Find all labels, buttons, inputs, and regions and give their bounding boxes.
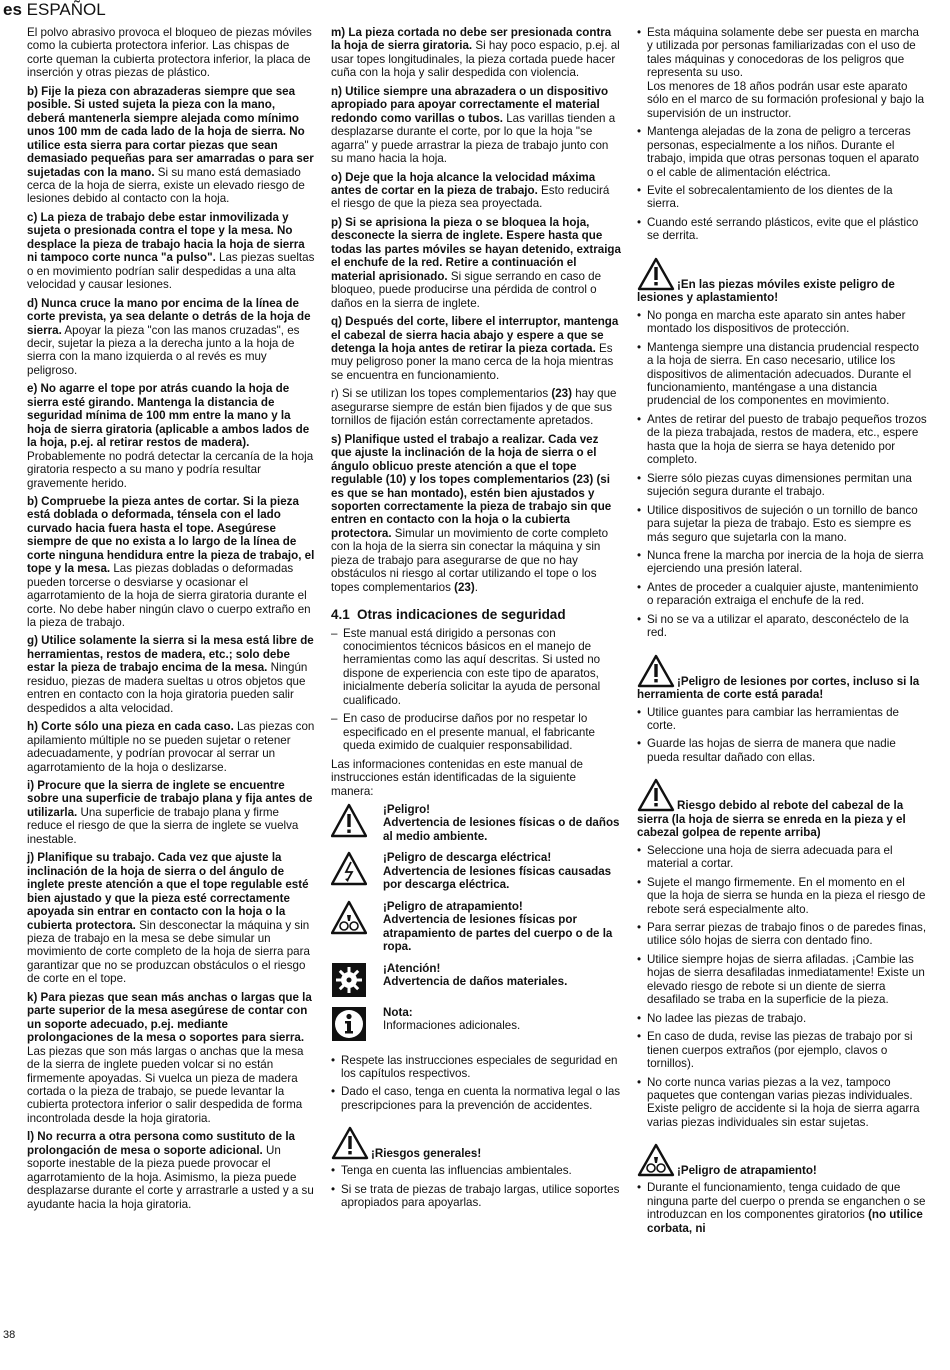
list-item: • Utilice siempre hojas de sierra afiladas. ¡Cambie las hojas de sierra desafiladas inmediatamente! Existe un elevado riesgo de rebote si un diente de sierra desafilado se traba en la superficie de la pieza. bbox=[637, 953, 927, 1007]
list-item: • Si se trata de piezas de trabajo largas, utilice soportes apropiados para apoyarlas. bbox=[331, 1183, 621, 1210]
list-item: • Cuando esté serrando plásticos, evite que el plástico se derrita. bbox=[637, 216, 927, 243]
list-item: • Nunca frene la marcha por inercia de la hoja de sierra ejerciendo una presión lateral. bbox=[637, 549, 927, 576]
bullet-list bbox=[637, 844, 927, 1130]
bullet-list bbox=[637, 706, 927, 765]
entrapment-icon bbox=[637, 1143, 675, 1177]
section-title: Otras indicaciones de seguridad bbox=[357, 607, 566, 623]
list-item: • Esta máquina solamente debe ser puesta en marcha y utilizada por personas familiarizadas con el uso de tales máquinas y conocedoras de los peligros que representa su uso. Los menores de 18 años podrán usar este aparato sólo en el marco de su formación profesional y bajo la supervisión de un instructor. bbox=[637, 26, 927, 120]
page-header bbox=[3, 0, 106, 20]
paragraph: m) La pieza cortada no debe ser presionada contra la hoja de sierra giratoria. Si hay poco espacio, p.ej. al usar topes longitudinales, la pieza cortada puede hacer cuña con la hoja y salir despedida con violencia. bbox=[331, 26, 620, 80]
paragraph: o) Deje que la hoja alcance la velocidad máxima antes de cortar en la pieza de trabajo. Esto reducirá el riesgo de que la pieza sea proyectada. bbox=[331, 170, 610, 211]
list-item: • No ladee las piezas de trabajo. bbox=[637, 1012, 927, 1025]
section-heading bbox=[331, 608, 621, 621]
dash-list bbox=[331, 627, 621, 753]
symbol-attention: ¡Atención! Advertencia de daños materiales. bbox=[331, 962, 621, 998]
paragraph: El polvo abrasivo provoca el bloqueo de piezas móviles como la cubierta protectora inferior. Las chispas de corte queman la cubierta protectora inferior, la placa de inserción y otras piezas de plástico. bbox=[27, 26, 312, 80]
paragraph: e) No agarre el tope por atrás cuando la hoja de sierra esté girando. Mantenga la distancia de seguridad mínima de 100 mm entre la mano y la hoja de sierra giratoria (aplicable a ambos lados de la hoja, p.ej. al retirar restos de madera). Probablemente no podrá detectar la cercanía de la hoja giratoria respecto a su mano y podría resultar gravemente herido. bbox=[27, 382, 314, 490]
bullet-list bbox=[637, 1181, 927, 1235]
paragraph: s) Planifique usted el trabajo a realizar. Cada vez que ajuste la inclinación de la hoja de sierra o el ángulo oblicuo preste atención a que el tope regulable (10) y los topes complementarios (23) (si es que se han montado), estén bien ajustados y soporten correctamente la pieza de trabajo sin que entren en contacto con la hoja o la cubierta protectora. Simular un movimiento de corte completo con la hoja de la sierra sin conectar la máquina y sin pieza de trabajo para asegurarse de que no hay obstáculos ni riesgo al cortar utilizando el tope o los topes complementarios (23). bbox=[331, 432, 612, 594]
list-item: • Evite el sobrecalentamiento de los dientes de la sierra. bbox=[637, 184, 927, 211]
section-language: ESPAÑOL bbox=[26, 0, 106, 19]
bullet-list bbox=[331, 1164, 621, 1209]
paragraph: q) Después del corte, libere el interruptor, mantenga el cabezal de sierra hacia abajo y espere a que se detenga la hoja antes de retirar la pieza cortada. Es muy peligroso poner la mano cerca de la hoja mientras se encuentra en funcionamiento. bbox=[331, 315, 619, 382]
list-item: • Utilice guantes para cambiar las herramientas de corte. bbox=[637, 706, 927, 733]
warning-triangle-icon bbox=[331, 803, 367, 839]
paragraph: b) Compruebe la pieza antes de cortar. Si la pieza está doblada o deformada, ténsela con el lado curvado hacia fuera hasta el tope. Asegúrese siempre de que no exista a lo largo de la línea de corte ninguna hendidura entre la pieza de trabajo, el tope y la mesa. Las piezas dobladas o deformadas pueden torcerse o desviarse y ocasionar el agarrotamiento de la hoja de sierra giratoria durante el corte. No debe haber ningún clavo o cuerpo extraño en la pieza de trabajo. bbox=[27, 494, 315, 630]
entrapment-icon bbox=[331, 900, 367, 936]
list-item: • No corte nunca varias piezas a la vez, tampoco paquetes que contengan varias piezas individuales. Existe peligro de accidente si la hoja de sierra agarra varias piezas individuales sin estar sujetas. bbox=[637, 1076, 927, 1130]
warning-heading: ¡Riesgos generales! bbox=[331, 1126, 621, 1160]
list-item: • Respete las instrucciones especiales de seguridad en los capítulos respectivos. bbox=[331, 1054, 621, 1081]
language-code: es bbox=[3, 0, 22, 19]
paragraph: r) Si se utilizan los topes complementarios (23) hay que asegurarse siempre de están bien fijados y de que sus tornillos de fijación están correctamente apretados. bbox=[331, 387, 617, 428]
paragraph: Las informaciones contenidas en este manual de instrucciones están identificadas de la siguiente manera: bbox=[331, 757, 583, 798]
list-item: • Sierre sólo piezas cuyas dimensiones permitan una sujeción segura durante el trabajo. bbox=[637, 472, 927, 499]
warning-triangle-icon bbox=[637, 257, 675, 291]
bullet-list bbox=[331, 1054, 621, 1113]
list-item: • Seleccione una hoja de sierra adecuada para el material a cortar. bbox=[637, 844, 927, 871]
warning-heading: Riesgo debido al rebote del cabezal de la sierra (la hoja de sierra se enreda en la pieza y el cabezal golpea de repente arriba) bbox=[637, 778, 927, 839]
list-item: • Mantenga alejadas de la zona de peligro a terceras personas, especialmente a los niños. Durante el trabajo, impida que otras personas toquen el aparato o el cable de alimentación eléctrica. bbox=[637, 125, 927, 179]
warning-heading: ¡Peligro de atrapamiento! bbox=[637, 1143, 927, 1177]
paragraph: d) Nunca cruce la mano por encima de la línea de corte prevista, ya sea delante o detrás de la hoja de sierra. Apoyar la pieza "con las manos cruzadas", es decir, sujetar la pieza a la derecha junto a la hoja de sierra con la mano izquierda o al revés es muy peligroso. bbox=[27, 296, 311, 377]
list-item: – En caso de producirse daños por no respetar lo especificado en el presente manual, el fabricante queda eximido de cualquier responsabilidad. bbox=[331, 712, 621, 752]
paragraph: c) La pieza de trabajo debe estar inmovilizada y sujeta o presionada contra el tope y la mesa. No desplace la pieza de trabajo hacia la hoja de sierra ni tampoco corte nunca "a pulso". Las piezas sueltas o en movimiento podrían salir despedidas a una alta velocidad y causar lesiones. bbox=[27, 210, 315, 292]
list-item: • Durante el funcionamiento, tenga cuidado de que ninguna parte del cuerpo o prenda se enganchen o se introduzcan en los componentes giratorios (no utilice corbata, ni bbox=[637, 1181, 927, 1235]
list-item: • Utilice dispositivos de sujeción o un tornillo de banco para sujetar la pieza de trabajo. Esto es siempre es más seguro que sujetarla con la mano. bbox=[637, 504, 927, 544]
symbol-note: Nota: Informaciones adicionales. bbox=[331, 1006, 621, 1042]
list-item: • Guarde las hojas de sierra de manera que nadie pueda resultar dañado con ellas. bbox=[637, 737, 927, 764]
paragraph: b) Fije la pieza con abrazaderas siempre que sea posible. Si usted sujeta la pieza con la mano, deberá mantenerla siempre alejada como mínimo unos 100 mm de cada lado de la hoja de sierra. No utilice esta sierra para cortar piezas que sean demasiado pequeñas para ser amarradas o para ser sujetadas con la mano. Si su mano está demasiado cerca de la hoja de sierra, existe un elevado riesgo de lesiones debido al contacto con la hoja. bbox=[27, 84, 314, 206]
paragraph: i) Procure que la sierra de inglete se encuentre sobre una superficie de trabajo plana y fija antes de utilizarla. Una superficie de trabajo plana y firme reduce el riesgo de que la sierra de inglete se vuelva inestable. bbox=[27, 779, 313, 846]
column-3 bbox=[637, 26, 927, 1240]
symbol-danger: ¡Peligro! Advertencia de lesiones físicas o de daños al medio ambiente. bbox=[331, 803, 621, 843]
symbol-electric: ¡Peligro de descarga eléctrica! Advertencia de lesiones físicas causadas por descarga eléctrica. bbox=[331, 851, 621, 891]
list-item: • Dado el caso, tenga en cuenta la normativa legal o las prescripciones para la prevención de accidentes. bbox=[331, 1085, 621, 1112]
list-item: • En caso de duda, revise las piezas de trabajo por si tienen cuerpos extraños (por ejemplo, clavos o tornillos). bbox=[637, 1030, 927, 1070]
paragraph: p) Si se aprisiona la pieza o se bloquea la hoja, desconecte la sierra de inglete. Espere hasta que todas las partes móviles se hayan detenido, extraiga el enchufe de la red. Retire a continuación el material aprisionado. Si sigue serrando en caso de bloqueo, puede producirse una pérdida de control o daños en la sierra de inglete. bbox=[331, 215, 621, 310]
list-item: • Sujete el mango firmemente. En el momento en el que la hoja de sierra se hunda en la pieza el riesgo de rebote será especialmente alto. bbox=[637, 876, 927, 916]
paragraph: k) Para piezas que sean más anchas o largas que la parte superior de la mesa asegúrese de contar con un soporte adecuado, p.ej. mediante prolongaciones de la mesa o soportes para sierra. Las piezas que son más largas o anchas que la mesa de la sierra de inglete pueden volcar si no están firmemente apoyadas. Si vuelca un pieza de madera cortada o la pieza de trabajo, se puede levantar la cubierta protectora inferior o salir despedida de forma incontrolada desde la hoja giratoria. bbox=[27, 990, 312, 1125]
section-number: 4.1 bbox=[331, 607, 350, 623]
symbol-entrapment: ¡Peligro de atrapamiento! Advertencia de lesiones físicas por atrapamiento de partes del cuerpo o de la ropa. bbox=[331, 900, 621, 954]
warning-heading: ¡En las piezas móviles existe peligro de lesiones y aplastamiento! bbox=[637, 257, 927, 305]
warning-triangle-icon bbox=[331, 1126, 369, 1160]
paragraph: g) Utilice solamente la sierra si la mesa está libre de herramientas, restos de madera, etc.; solo debe estar la pieza de trabajo encima de la mesa. Ningún residuo, piezas de madera sueltas u otros objetos que entren en contacto con la hoja giratoria pueden salir despedidos a alta velocidad. bbox=[27, 634, 314, 715]
paragraph: n) Utilice siempre una abrazadera o un dispositivo apropiado para apoyar correctamente el material redondo como varillas o tubos. Las varillas tienden a desplazarse durante el corte, por lo que la hoja "se agarra" y puede arrastrar la pieza de trabajo junto con su mano hacia la hoja. bbox=[331, 84, 616, 166]
electric-shock-icon bbox=[331, 851, 367, 887]
bullet-list bbox=[637, 26, 927, 243]
page-number: 38 bbox=[3, 1329, 16, 1341]
list-item: • No ponga en marcha este aparato sin antes haber montado los dispositivos de protección. bbox=[637, 309, 927, 336]
paragraph: j) Planifique su trabajo. Cada vez que ajuste la inclinación de la hoja de sierra o del ángulo de inglete preste atención a que el tope regulable esté bien ajustado y que la pieza esté correctamente apoyada sin entrar en contacto con la hoja o la cubierta protectora. Sin desconectar la máquina y sin pieza de trabajo en la mesa se debe simular un movimiento de corte completo de la hoja de sierra para garantizar que no se produzcan obstáculos o el riesgo de corte en el tope. bbox=[27, 851, 310, 986]
warning-triangle-icon bbox=[637, 778, 675, 812]
column-2 bbox=[331, 26, 621, 1215]
list-item: • Para serrar piezas de trabajo finos o de paredes finas, utilice sólo hojas de sierra con dentado fino. bbox=[637, 921, 927, 948]
warning-triangle-icon bbox=[637, 654, 675, 688]
list-item: – Este manual está dirigido a personas con conocimientos técnicos básicos en el manejo de herramientas como las aquí descritas. Si usted no dispone de experiencia con este tipo de aparatos, inicialmente debería solicitar la ayuda de personal cualificado. bbox=[331, 627, 621, 708]
list-item: • Antes de proceder a cualquier ajuste, mantenimiento o reparación extraiga el enchufe de la red. bbox=[637, 581, 927, 608]
bullet-list bbox=[637, 309, 927, 640]
list-item: • Tenga en cuenta las influencias ambientales. bbox=[331, 1164, 621, 1177]
warning-heading: ¡Peligro de lesiones por cortes, incluso si la herramienta de corte está parada! bbox=[637, 654, 927, 702]
list-item: • Si no se va a utilizar el aparato, desconéctelo de la red. bbox=[637, 613, 927, 640]
gear-damage-icon bbox=[331, 962, 367, 998]
paragraph: l) No recurra a otra persona como sustituto de la prolongación de mesa o soporte adicional. Un soporte inestable de la pieza puede provocar el agarrotamiento de la hoja. Asimismo, la pieza puede desplazarse durante el corte y arrastrarle a usted y a su ayudante hacia la hoja giratoria. bbox=[27, 1130, 314, 1211]
info-icon bbox=[331, 1006, 367, 1042]
list-item: • Antes de retirar del puesto de trabajo pequeños trozos de la pieza trabajada, restos de madera, etc., espere hasta que la hoja de sierra se haya detenido por completo. bbox=[637, 413, 927, 467]
list-item: • Mantenga siempre una distancia prudencial respecto a la hoja de sierra. En caso necesario, utilice los dispositivos de alimentación adecuados. Durante el funcionamiento, manténgase a una distancia prudencial de los componentes en movimiento. bbox=[637, 341, 927, 408]
paragraph: h) Corte sólo una pieza en cada caso. Las piezas con apilamiento múltiple no se pueden sujetar o retener adecuadamente, y podrían provocar al serrar un agarrotamiento de la hoja o deslizarse. bbox=[27, 720, 315, 774]
column-1 bbox=[27, 26, 315, 1216]
